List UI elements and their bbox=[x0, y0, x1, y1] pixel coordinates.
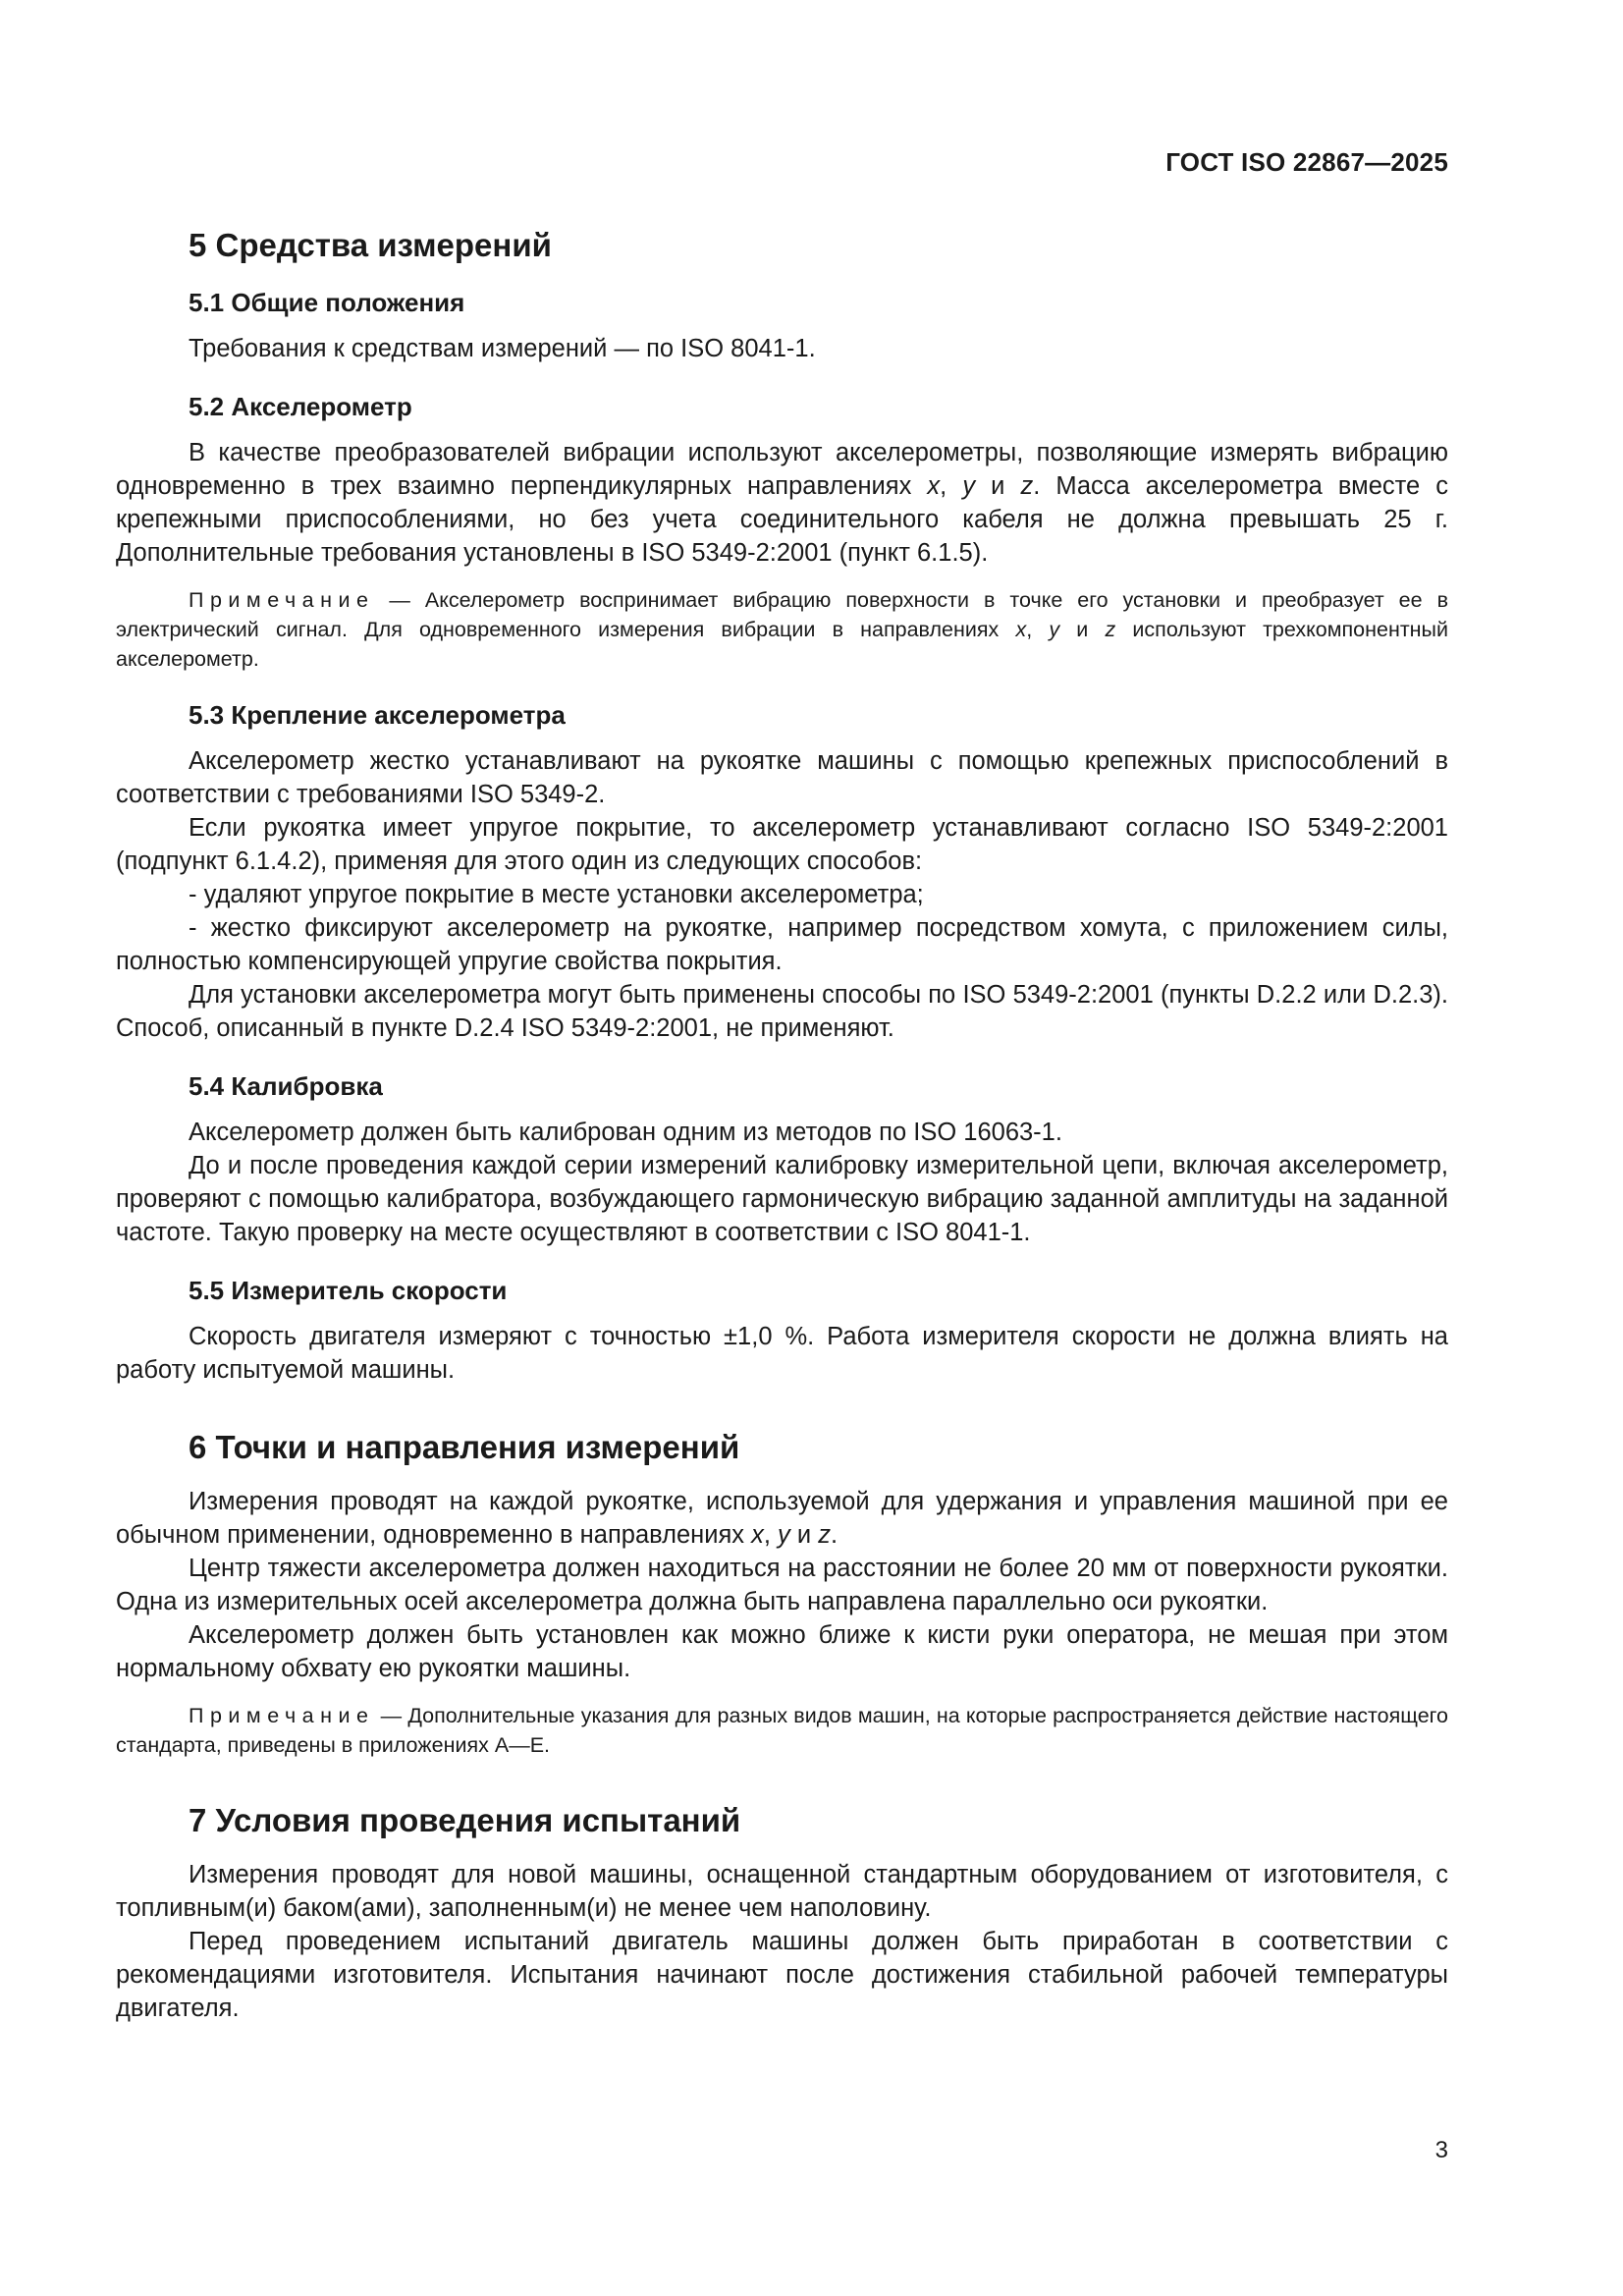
section-5-1-paragraph: Требования к средствам измерений — по ISO 8041-1. bbox=[189, 335, 816, 362]
section-7-paragraph-2: Перед проведением испытаний двигатель машины должен быть приработан в соответствии с рекомендациями изготовителя. Испытания начинают после достижения стабильной рабочей температуры двигателя. bbox=[116, 1928, 1448, 2022]
section-6-paragraph-2: Центр тяжести акселерометра должен находиться на расстоянии не более 20 мм от поверхности рукоятки. Одна из измерительных осей акселерометра должна быть направлена параллельно оси рукоятки. bbox=[116, 1555, 1448, 1615]
section-7-heading: 7 Условия проведения испытаний bbox=[189, 1802, 741, 1838]
section-6-paragraph-3: Акселерометр должен быть установлен как можно ближе к кисти руки оператора, не мешая при этом нормальному обхвату ею рукоятки машины. bbox=[116, 1621, 1448, 1682]
section-5-1-heading: 5.1 Общие положения bbox=[189, 288, 465, 317]
section-5-4-heading: 5.4 Калибровка bbox=[189, 1071, 383, 1101]
section-5-4-paragraph-2: До и после проведения каждой серии измерений калибровку измерительной цепи, включая акселерометр, проверяют с помощью калибратора, возбуждающего гармоническую вибрацию заданной амплитуды на заданной частоте. Такую проверку на месте осуществляют в соответствии с ISO 8041-1. bbox=[116, 1152, 1448, 1246]
section-5-2-heading: 5.2 Акселерометр bbox=[189, 392, 412, 421]
section-5-4-paragraph-1: Акселерометр должен быть калиброван одним из методов по ISO 16063-1. bbox=[189, 1119, 1062, 1146]
note-label: Примечание bbox=[189, 588, 375, 612]
section-5-3-heading: 5.3 Крепление акселерометра bbox=[189, 700, 566, 730]
section-5-heading: 5 Средства измерений bbox=[189, 227, 552, 263]
page-number: 3 bbox=[1434, 2137, 1448, 2163]
section-5-3-list-item-1: - удаляют упругое покрытие в месте установки акселерометра; bbox=[189, 881, 924, 908]
section-5-5-heading: 5.5 Измеритель скорости bbox=[189, 1276, 508, 1305]
section-7-paragraph-1: Измерения проводят для новой машины, оснащенной стандартным оборудованием от изготовителя, с топливным(и) баком(ами), заполненным(и) не менее чем наполовину. bbox=[116, 1861, 1448, 1922]
section-6-note: Примечание — Дополнительные указания для разных видов машин, на которые распространяется действие настоящего стандарта, приведены в приложениях А—Е. bbox=[116, 1704, 1448, 1757]
section-5-2-note: Примечание — Акселерометр воспринимает вибрацию поверхности в точке его установки и преобразует ее в электрический сигнал. Для одновременного измерения вибрации в направлениях x, y и z используют трехкомпонентный акселерометр. bbox=[116, 588, 1449, 671]
section-6-heading: 6 Точки и направления измерений bbox=[189, 1429, 740, 1465]
section-6-paragraph-1: Измерения проводят на каждой рукоятке, используемой для удержания и управления машиной при ее обычном применении, одновременно в направлениях x, y и z. bbox=[116, 1488, 1448, 1549]
page-content bbox=[116, 218, 1448, 2025]
section-5-5-paragraph: Скорость двигателя измеряют с точностью ±1,0 %. Работа измерителя скорости не должна влиять на работу испытуемой машины. bbox=[116, 1323, 1448, 1384]
section-5-2-paragraph: В качестве преобразователей вибрации используют акселерометры, позволяющие измерять вибрацию одновременно в трех взаимно перпендикулярных направлениях x, y и z. Масса акселерометра вместе с крепежными приспособлениями, но без учета соединительного кабеля не должна превышать 25 г. Дополнительные требования установлены в ISO 5349-2:2001 (пункт 6.1.5). bbox=[116, 439, 1449, 567]
document-code-header: ГОСТ ISO 22867—2025 bbox=[1165, 147, 1448, 177]
note-label: Примечание bbox=[189, 1704, 375, 1727]
section-5-3-list-item-2: - жестко фиксируют акселерометр на рукоятке, например посредством хомута, с приложением силы, полностью компенсирующей упругие свойства покрытия. bbox=[116, 914, 1448, 975]
section-5-3-paragraph-2: Если рукоятка имеет упругое покрытие, то акселерометр устанавливают согласно ISO 5349-2:2001 (подпункт 6.1.4.2), применяя для этого один из следующих способов: bbox=[116, 814, 1448, 875]
section-5-3-paragraph-1: Акселерометр жестко устанавливают на рукоятке машины с помощью крепежных приспособлений в соответствии с требованиями ISO 5349-2. bbox=[116, 747, 1448, 808]
section-5-3-paragraph-3: Для установки акселерометра могут быть применены способы по ISO 5349-2:2001 (пункты D.2.2 или D.2.3). Способ, описанный в пункте D.2.4 ISO 5349-2:2001, не применяют. bbox=[116, 981, 1448, 1042]
